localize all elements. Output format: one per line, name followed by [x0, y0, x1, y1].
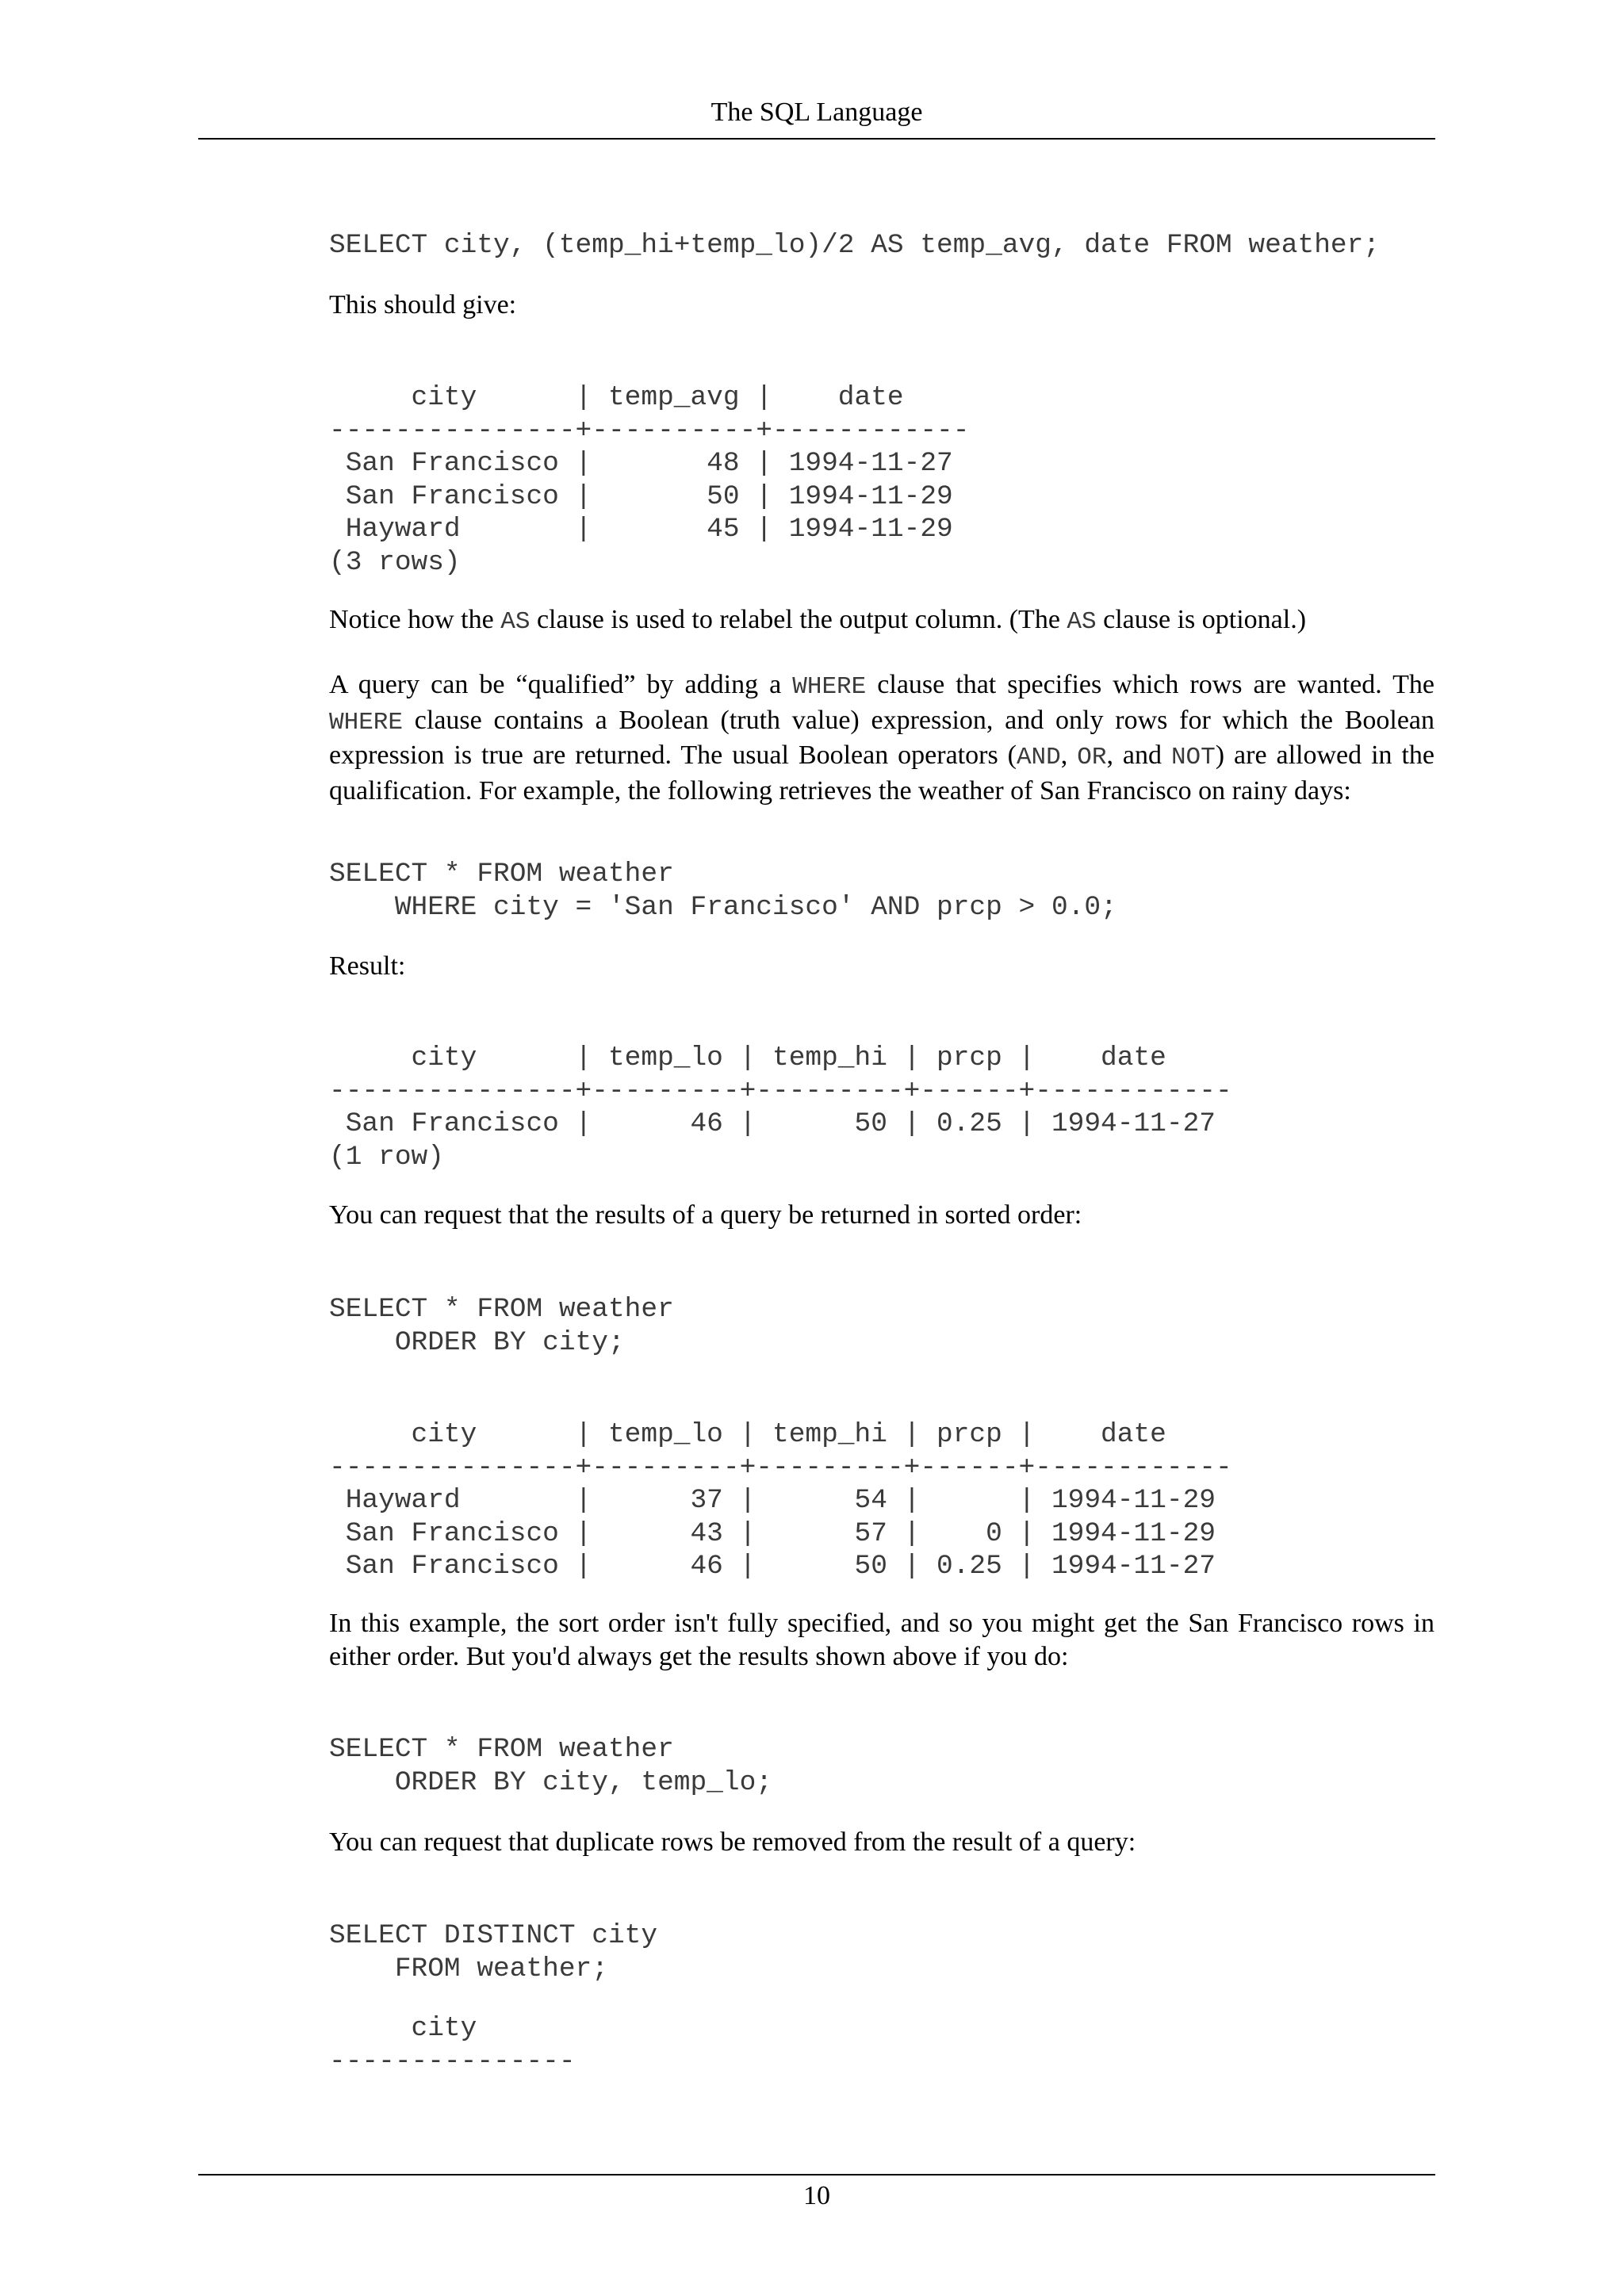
paragraph-as-clause: [329, 603, 1434, 639]
result-block-avg: [329, 381, 1434, 579]
text-should-give: This should give:: [329, 290, 517, 320]
paragraph-sort-order-note: [329, 1607, 1434, 1673]
result-block-where: [329, 1042, 1434, 1173]
paragraph-should-give: [329, 289, 1434, 322]
code-block-query-order: [329, 1293, 1434, 1359]
text-result: Result:: [329, 951, 406, 981]
inline-code: NOT: [1170, 744, 1216, 771]
code-block-query-where: [329, 858, 1434, 924]
code-block-query-order-two: [329, 1733, 1434, 1799]
result-block-order: [329, 1418, 1434, 1583]
code-query-order: SELECT * FROM weather ORDER BY city;: [329, 1294, 674, 1358]
code-query-avg: SELECT city, (temp_hi+temp_lo)/2 AS temp_avg, date FROM weather;: [329, 230, 1381, 261]
code-query-where: SELECT * FROM weather WHERE city = 'San Francisco' AND prcp > 0.0;: [329, 859, 1117, 923]
text-distinct: You can request that duplicate rows be removed from the result of a query:: [329, 1827, 1136, 1857]
code-query-distinct: SELECT DISTINCT city FROM weather;: [329, 1920, 658, 1984]
paragraph-where-clause: [329, 668, 1434, 807]
paragraph-sorted-order: [329, 1199, 1434, 1232]
text-where-clause: A query can be “qualified” by adding a WHERE clause that specifies which rows are wanted. The WHERE clause contains a Boolean (truth value) expression, and only rows for which the Boolean expression is true are returned. The usual Boolean operators (AND, OR, and NOT) are allowed in the qualification. For example, the following retrieves the weather of San Francisco on rainy days:: [329, 670, 1435, 806]
paragraph-distinct: [329, 1826, 1434, 1859]
result-table-avg: city | temp_avg | date ---------------+----------+------------ San Francisco | 48 | 1994-11-27 San Francisco | 50 | 1994-11-29 Hayward | 45 | 1994-11-29 (3 rows): [329, 382, 970, 578]
page-header: The SQL Language: [710, 98, 923, 127]
text-as-clause: Notice how the AS clause is used to relabel the output column. (The AS clause is optional.): [329, 605, 1307, 636]
page-number: 10: [803, 2181, 830, 2210]
footer-rule: [198, 2174, 1435, 2175]
result-table-order: city | temp_lo | temp_hi | prcp | date ---------------+---------+---------+------+------------ Hayward | 37 | 54 | | 1994-11-29 San Francisco | 43 | 57 | 0 | 1994-11-29 San Francisco | 46 | 50 | 0.25 | 1994-11-27: [329, 1419, 1232, 1582]
inline-code: WHERE: [792, 673, 867, 701]
code-query-order-two: SELECT * FROM weather ORDER BY city, temp_lo;: [329, 1734, 772, 1798]
code-block-query-distinct: [329, 1919, 1434, 1985]
result-table-distinct: city ---------------: [329, 2013, 576, 2077]
inline-code: AS: [1067, 608, 1097, 636]
inline-code: AND: [1016, 744, 1061, 771]
result-block-distinct: [329, 2012, 1434, 2078]
result-table-where: city | temp_lo | temp_hi | prcp | date ---------------+---------+---------+------+------------ San Francisco | 46 | 50 | 0.25 | 1994-11-27 (1 row): [329, 1043, 1232, 1173]
text-sort-order-note: In this example, the sort order isn't fully specified, and so you might get the San Francisco rows in either order. But you'd always get the results shown above if you do:: [329, 1609, 1434, 1671]
inline-code: WHERE: [329, 708, 404, 737]
header-rule: [198, 138, 1435, 140]
text-sorted-order: You can request that the results of a query be returned in sorted order:: [329, 1200, 1082, 1230]
paragraph-result: [329, 950, 1434, 983]
inline-code: OR: [1077, 744, 1107, 771]
code-block-query-avg: [329, 229, 1434, 262]
inline-code: AS: [500, 608, 530, 636]
